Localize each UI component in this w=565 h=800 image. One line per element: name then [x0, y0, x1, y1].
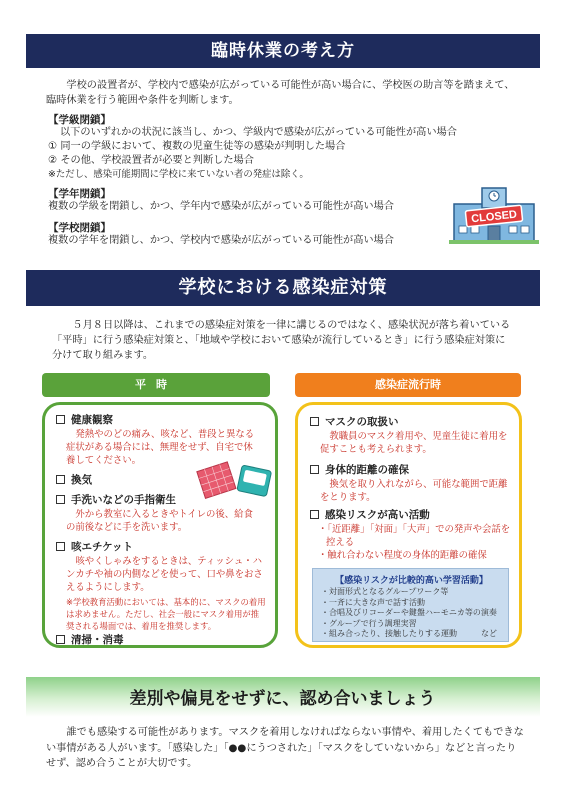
item-mask-handling-text: 教職員のマスク着用や、児童生徒に着用を促すことも考えられます。 — [320, 431, 508, 455]
activity-item: ・対面形式となるグループワーク等 — [321, 587, 449, 596]
checkbox-icon — [310, 510, 319, 519]
footer-text: 誰でも感染する可能性があります。マスクを着用しなければならない事情や、着用したくてもできない事情がある人がいます。「感染した」「●●にうつされた」「マスクをしていないから」などと言ったりせず、認め合うことが大切です。 — [46, 727, 524, 769]
epidemic-times-label: 感染症流行時 — [295, 373, 521, 397]
high-risk-activities-title: 【感染リスクが比較的高い学習活動】 — [335, 576, 488, 586]
item-cleaning: 清掃・消毒 — [56, 632, 124, 647]
item-physical-distance: 身体的距離の確保 — [310, 462, 409, 477]
class-closure-line1: 以下のいずれかの状況に該当し、かつ、学級内で感染が広がっている可能性が高い場合 — [60, 127, 457, 138]
slogan: 差別や偏見をせずに、認め合いましょう — [129, 689, 436, 709]
checkbox-icon — [56, 635, 65, 644]
class-closure-note: ※ただし、感染可能期間に学校に来ていない者の発症は除く。 — [48, 169, 309, 180]
closed-school-illustration — [448, 182, 540, 244]
activity-item: ・合唱及びリコーダーや鍵盤ハーモニカ等の演奏 — [321, 608, 497, 617]
risk-point-2: ・触れ合わない程度の身体的距離の確保 — [318, 550, 487, 561]
item-hand-hygiene-text: 外から教室に入るときやトイレの後、給食の前後などに手を洗います。 — [66, 509, 253, 533]
grade-closure-text: 複数の学級を閉鎖し、かつ、学年内で感染が広がっている可能性が高い場合 — [48, 201, 394, 212]
risk-point-1: ・「近距離」「対面」「大声」での発声や会話を控える — [318, 524, 511, 548]
item-mask-handling: マスクの取扱い — [310, 414, 399, 429]
class-closure-line2: ① 同一の学級において、複数の児童生徒等の感染が判明した場合 — [48, 141, 346, 152]
class-closure-line3: ② その他、学校設置者が必要と判断した場合 — [48, 155, 254, 166]
section1-title: 臨時休業の考え方 — [26, 34, 540, 68]
closed-sign-text: CLOSED — [470, 208, 518, 226]
section2-intro: ５月８日以降は、これまでの感染症対策を一律に講じるのではなく、感染状況が落ち着いている「平時」に行う感染症対策と、「地域や学校において感染が流行しているとき」に行う感染症対策に分けて取り組みます。 — [52, 320, 511, 361]
activity-item: ・組み合ったり、接触したりする運動 など — [321, 629, 497, 638]
activity-item: ・グループで行う調理実習 — [321, 618, 417, 628]
school-closure-text: 複数の学年を閉鎖し、かつ、学校内で感染が広がっている可能性が高い場合 — [48, 235, 394, 246]
item-cough-etiquette: 咳エチケット — [56, 539, 133, 554]
normal-times-label: 平時 — [42, 373, 270, 397]
item-physical-distance-text: 換気を取り入れながら、可能な範囲で距離をとります。 — [320, 479, 508, 503]
checkbox-icon — [310, 417, 319, 426]
section1-intro: 学校の設置者が、学校内で感染が広がっている可能性が高い場合に、学校医の助言等を踏まえて、臨時休業を行う範囲や条件を判断します。 — [46, 80, 515, 106]
class-closure-heading: 【学級閉鎖】 — [48, 114, 111, 126]
item-cough-etiquette-text: 咳やくしゃみをするときは、ティッシュ・ハンカチや袖の内側などを使って、口や鼻をおさえるようにします。 — [66, 556, 263, 593]
handkerchief-illustration — [195, 458, 275, 506]
mask-note: ※学校教育活動においては、基本的に、マスクの着用は求めません。ただし、社会一般にマスク着用が推奨される場面では、着用を推奨します。 — [66, 597, 266, 631]
checkbox-icon — [56, 542, 65, 551]
high-risk-activities-box — [312, 568, 509, 642]
high-risk-activities-list — [321, 587, 497, 640]
item-ventilation: 換気 — [56, 472, 92, 487]
checkbox-icon — [56, 415, 65, 424]
checkbox-icon — [310, 465, 319, 474]
grade-closure-heading: 【学年閉鎖】 — [48, 188, 111, 200]
item-health-check-text: 発熱やのどの痛み、咳など、普段と異なる症状がある場合には、無理をせず、自宅で休養してください。 — [66, 429, 255, 466]
checkbox-icon — [56, 475, 65, 484]
school-closure-heading: 【学校閉鎖】 — [48, 222, 111, 234]
checkbox-icon — [56, 495, 65, 504]
item-health-check: 健康観察 — [56, 412, 113, 427]
item-high-risk-activities: 感染リスクが高い活動 — [310, 507, 430, 522]
activity-item: ・一斉に大きな声で話す活動 — [321, 597, 425, 607]
item-hand-hygiene: 手洗いなどの手指衛生 — [56, 492, 176, 507]
section2-title: 学校における感染症対策 — [26, 270, 540, 306]
